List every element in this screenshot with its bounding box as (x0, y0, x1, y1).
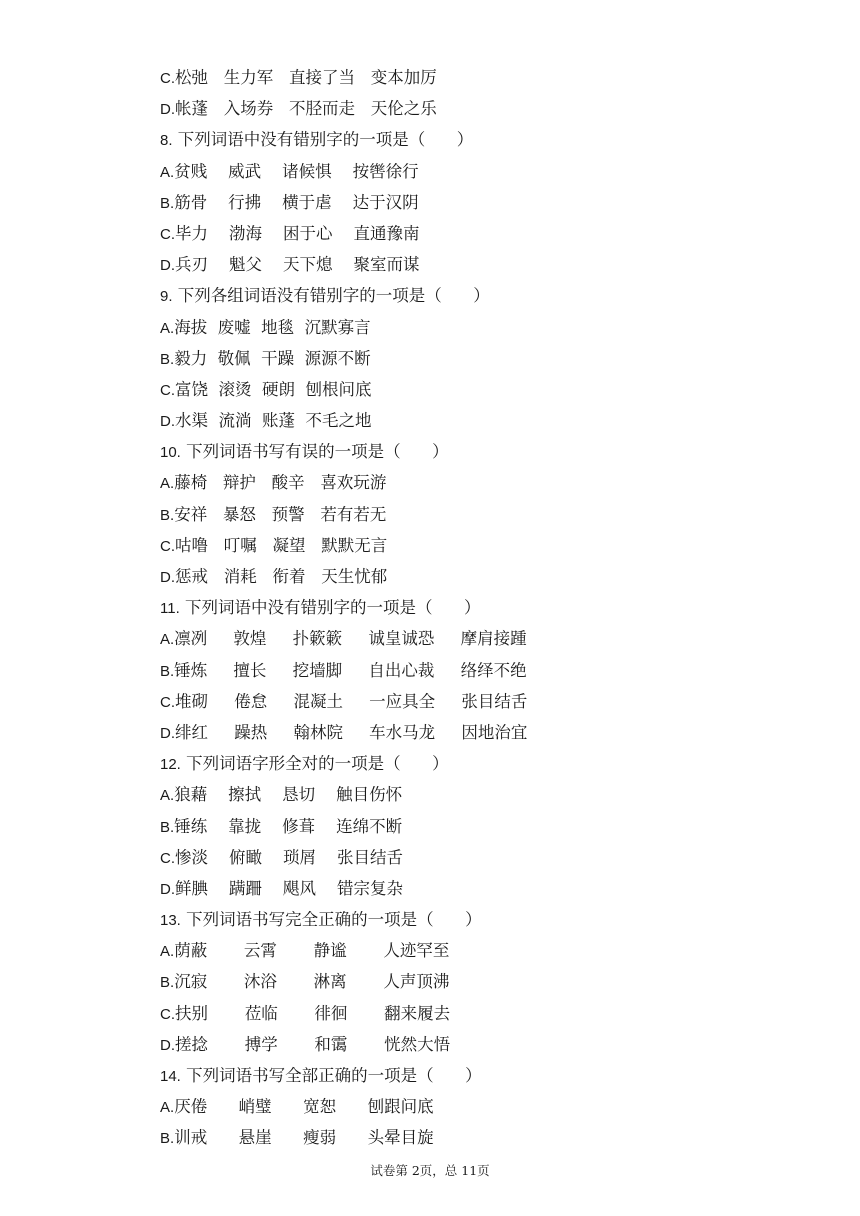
option-letter: A. (160, 163, 175, 181)
option-letter: A. (160, 319, 175, 337)
answer-option (160, 842, 780, 873)
option-text: 安祥 暴怒 预警 若有若无 (174, 504, 387, 524)
question-stem (160, 280, 780, 311)
answer-option (160, 312, 780, 343)
option-text: 水渠 流淌 账蓬 不毛之地 (175, 411, 372, 431)
option-letter: B. (160, 818, 175, 836)
answer-option (160, 966, 780, 997)
option-letter: B. (160, 662, 175, 680)
answer-option (160, 686, 780, 717)
question-text: 下列词语字形全对的一项是（ ） (180, 754, 449, 774)
option-letter: D. (160, 413, 175, 431)
answer-option (160, 1122, 780, 1153)
option-letter: D. (160, 1036, 175, 1054)
option-text: 扶别 莅临 徘徊 翻来履去 (175, 1003, 451, 1023)
option-letter: D. (160, 724, 175, 742)
question-stem (160, 904, 780, 935)
answer-option (160, 1029, 780, 1060)
option-text: 荫蔽 云霄 静谧 人迹罕至 (174, 941, 450, 961)
option-letter: D. (160, 257, 175, 275)
option-text: 厌倦 峭璧 宽恕 刨跟问底 (174, 1097, 434, 1117)
answer-option (160, 530, 780, 561)
answer-option (160, 623, 780, 654)
option-text: 训戒 悬崖 瘦弱 头晕目旋 (174, 1128, 434, 1148)
option-letter: D. (160, 880, 175, 898)
question-stem (160, 436, 780, 467)
answer-option (160, 93, 780, 124)
page-footer: 试卷第 2页，总 11页 (370, 1163, 490, 1178)
option-text: 鲜腆 蹒跚 飓风 错宗复杂 (175, 878, 403, 898)
option-text: 藤椅 辩护 酸辛 喜欢玩游 (174, 473, 387, 493)
option-text: 凛冽 敦煌 扑簌簌 诚皇诚恐 摩肩接踵 (174, 629, 527, 649)
option-letter: A. (160, 787, 175, 805)
answer-option (160, 811, 780, 842)
answer-option (160, 655, 780, 686)
question-number: 13. (160, 912, 181, 930)
answer-option (160, 62, 780, 93)
answer-option (160, 935, 780, 966)
option-text: 锤炼 擅长 挖墙脚 自出心裁 络绎不绝 (174, 660, 527, 680)
option-text: 惩戒 消耗 衔着 天生忧郁 (175, 567, 388, 586)
option-text: 搓捻 搏学 和霭 恍然大悟 (175, 1034, 451, 1054)
question-number: 12. (160, 756, 181, 774)
option-text: 帐蓬 入场券 不胫而走 天伦之乐 (175, 99, 437, 119)
answer-option (160, 343, 780, 374)
answer-option (160, 467, 780, 498)
option-letter: B. (160, 194, 175, 212)
answer-option (160, 374, 780, 405)
option-letter: B. (160, 974, 175, 992)
question-text: 下列词语书写有误的一项是（ ） (180, 442, 449, 462)
option-letter: D. (160, 101, 175, 119)
option-letter: B. (160, 506, 175, 524)
answer-option (160, 405, 780, 436)
option-text: 沉寂 沐浴 淋离 人声顶沸 (174, 972, 450, 992)
answer-option (160, 1091, 780, 1122)
question-text: 下列词语书写完全正确的一项是（ ） (180, 910, 482, 930)
option-letter: B. (160, 1130, 175, 1148)
option-letter: C. (160, 693, 175, 711)
question-number: 10. (160, 444, 181, 462)
question-number: 11. (160, 600, 180, 618)
question-text: 下列词语中没有错别字的一项是（ ） (179, 598, 481, 618)
option-text: 富饶 滚烫 硬朗 刨根问底 (175, 379, 372, 399)
option-letter: B. (160, 350, 175, 368)
option-text: 绯红 躁热 翰林院 车水马龙 因地治宜 (175, 722, 528, 742)
option-letter: D. (160, 569, 175, 586)
answer-option (160, 873, 780, 904)
option-text: 松弛 生力军 直接了当 变本加厉 (175, 68, 437, 87)
option-text: 锤练 靠拢 修葺 连绵不断 (174, 816, 403, 836)
answer-option (160, 218, 780, 249)
question-stem (160, 1060, 780, 1091)
option-text: 兵刃 魁父 天下熄 聚室而谋 (175, 255, 420, 275)
answer-option (160, 561, 780, 592)
option-letter: C. (160, 225, 175, 243)
question-text: 下列各组词语没有错别字的一项是（ ） (172, 286, 490, 306)
question-text: 下列词语中没有错别字的一项是（ ） (172, 130, 474, 150)
answer-option (160, 156, 780, 187)
question-list (160, 62, 780, 1154)
option-text: 海拔 废嘘 地毯 沉默寡言 (174, 317, 371, 337)
question-stem (160, 592, 780, 623)
option-text: 毕力 渤海 困于心 直通豫南 (175, 223, 420, 243)
option-text: 堆砌 倦怠 混凝土 一应具全 张目结舌 (175, 691, 528, 711)
option-letter: A. (160, 475, 175, 493)
option-letter: C. (160, 381, 175, 399)
answer-option (160, 187, 780, 218)
question-number: 8. (160, 132, 173, 150)
option-letter: C. (160, 70, 175, 87)
option-letter: A. (160, 1099, 175, 1117)
option-letter: A. (160, 631, 175, 649)
question-number: 14. (160, 1068, 181, 1085)
option-letter: C. (160, 537, 175, 555)
option-letter: C. (160, 849, 175, 867)
option-text: 贫贱 威武 诸候惧 按辔徐行 (174, 161, 419, 181)
answer-option (160, 998, 780, 1029)
option-letter: C. (160, 1005, 175, 1023)
option-text: 毅力 敬佩 干躁 源源不断 (174, 348, 371, 368)
question-stem (160, 748, 780, 779)
answer-option (160, 249, 780, 280)
answer-option (160, 717, 780, 748)
option-text: 筋骨 行拂 横于虐 达于汉阴 (174, 192, 419, 212)
option-text: 惨淡 俯瞰 琐屑 张目结舌 (175, 847, 403, 867)
option-text: 咕噜 叮嘱 凝望 默默无言 (175, 535, 388, 555)
question-text: 下列词语书写全部正确的一项是（ ） (180, 1066, 482, 1085)
question-number: 9. (160, 288, 173, 306)
answer-option (160, 779, 780, 810)
option-text: 狼藉 擦拭 恳切 触目伤怀 (174, 785, 403, 805)
option-letter: A. (160, 943, 175, 961)
question-stem (160, 124, 780, 155)
answer-option (160, 499, 780, 530)
